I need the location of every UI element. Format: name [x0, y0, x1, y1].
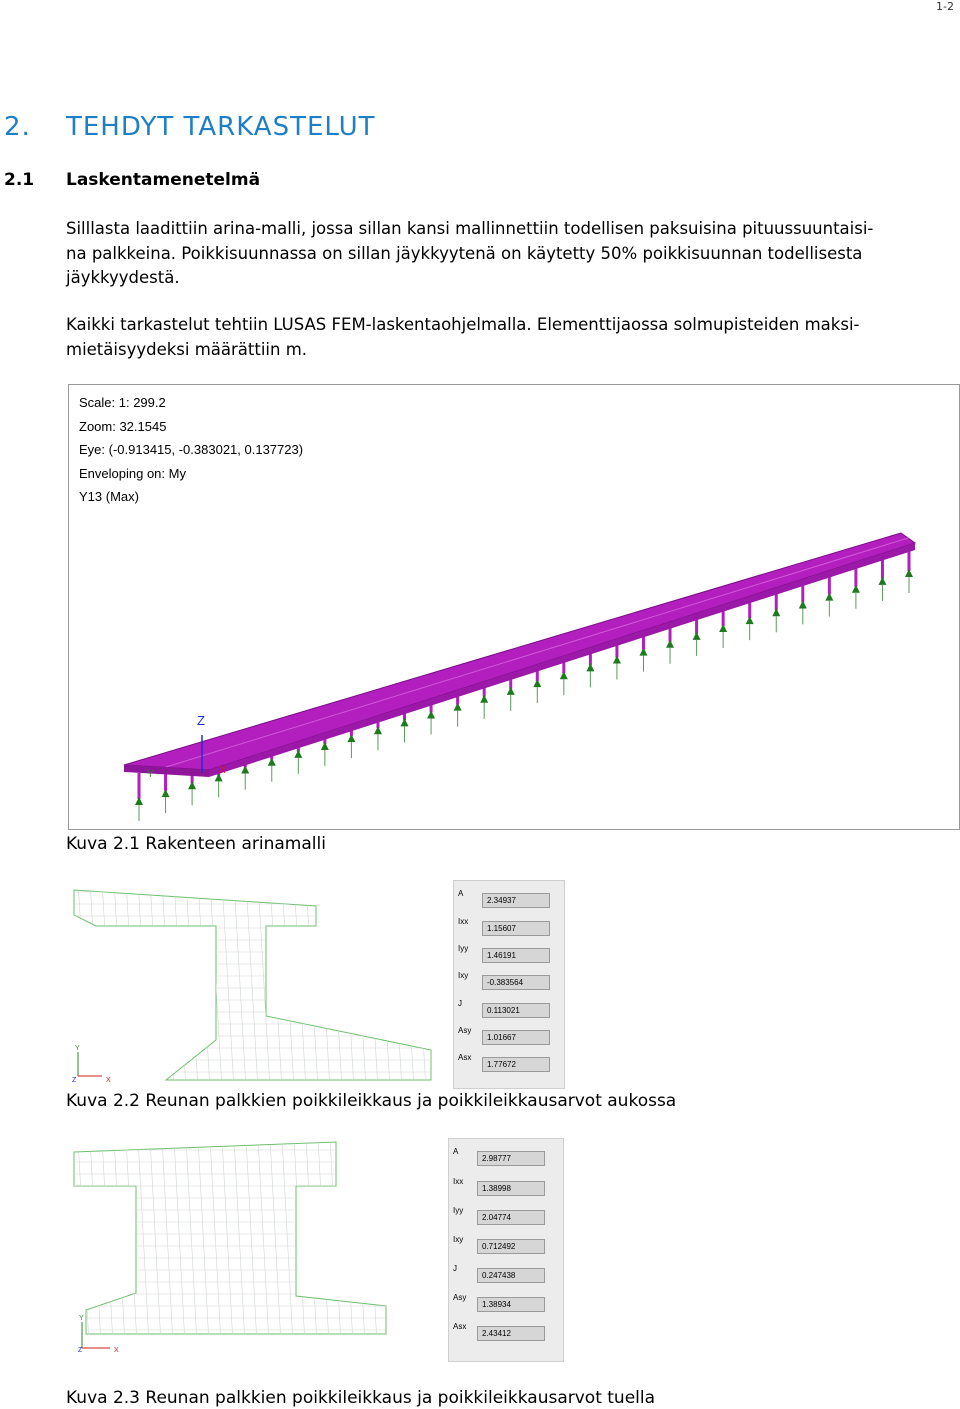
support-marker: [693, 632, 701, 640]
paragraph-line: Kaikki tarkastelut tehtiin LUSAS FEM-laskentaohjelmalla. Elementtijaossa solmupisteiden maksi-: [66, 315, 860, 334]
x-axis-label: X: [219, 765, 226, 776]
property-label: Asy: [458, 1026, 472, 1035]
bridge-deck-edge: [209, 543, 915, 777]
property-value-field[interactable]: 1.77672: [482, 1057, 550, 1072]
support-marker: [719, 624, 727, 632]
figure1-caption: Kuva 2.1 Rakenteen arinamalli: [66, 834, 326, 854]
support-marker: [480, 695, 488, 703]
bridge-model-svg: [69, 385, 959, 829]
paragraph-line: jäykkyydestä.: [66, 268, 180, 287]
support-marker: [533, 679, 541, 687]
support-marker: [746, 616, 754, 624]
mesh-line: [426, 1138, 438, 1363]
z-axis-label: Z: [78, 1347, 83, 1354]
property-label: J: [453, 1264, 457, 1273]
paragraph-line: Silllasta laadittiin arina-malli, jossa sillan kansi mallinnettiin todellisen paksuisina pituussuuntaisi-: [66, 219, 874, 238]
property-value-field[interactable]: 0.712492: [477, 1239, 545, 1254]
x-axis-label: X: [114, 1347, 119, 1354]
property-label: A: [453, 1147, 459, 1156]
page-number: 1-2: [936, 0, 954, 13]
property-value-field[interactable]: 0.247438: [477, 1268, 545, 1283]
support-marker: [772, 608, 780, 616]
section-number: 2.1: [4, 170, 35, 190]
property-value-field[interactable]: 1.38998: [477, 1181, 545, 1196]
property-label: J: [458, 999, 462, 1008]
property-label: Asx: [458, 1053, 472, 1062]
support-marker: [294, 750, 302, 758]
property-value-field[interactable]: 0.113021: [482, 1003, 550, 1018]
chapter-title: TEHDYT TARKASTELUT: [66, 112, 376, 142]
support-marker: [507, 687, 515, 695]
section-properties-panel: [448, 1138, 564, 1362]
support-marker: [852, 585, 860, 593]
cross-section-outline: [74, 890, 431, 1080]
support-marker: [639, 648, 647, 656]
paragraph-method: [66, 217, 958, 291]
property-label: Ixy: [458, 971, 469, 980]
view-info-enveloping: Enveloping on: My: [79, 465, 186, 481]
paragraph-line: mietäisyydeksi määrättiin m.: [66, 339, 308, 359]
support-marker: [162, 789, 170, 797]
property-value-field[interactable]: 1.01667: [482, 1030, 550, 1045]
cross-section-support-svg: [66, 1138, 446, 1363]
grillage-model-figure: [68, 384, 960, 830]
property-value-field[interactable]: -0.383564: [482, 975, 550, 990]
support-marker: [666, 640, 674, 648]
view-info-scale: Scale: 1: 299.2: [79, 395, 166, 410]
property-label: Asx: [453, 1322, 467, 1331]
property-value-field[interactable]: 1.38934: [477, 1297, 545, 1312]
chapter-number: 2.: [4, 112, 31, 142]
x-axis-label: X: [106, 1077, 111, 1084]
z-axis-label: Z: [72, 1077, 77, 1084]
paragraph-line: na palkkeina. Poikkisuunnassa on sillan jäykkyytenä on käytetty 50% poikkisuunnan todellisesta: [66, 243, 863, 263]
support-marker: [401, 718, 409, 726]
bridge-deck: [124, 533, 915, 770]
support-marker: [268, 758, 276, 766]
support-marker: [825, 593, 833, 601]
support-marker: [374, 726, 382, 734]
view-info-zoom: Zoom: 32.1545: [79, 418, 167, 434]
figure3-caption: Kuva 2.3 Reunan palkkien poikkileikkaus ja poikkileikkausarvot tuella: [66, 1388, 656, 1408]
section-properties-panel: [453, 880, 565, 1089]
support-marker: [135, 797, 143, 805]
z-axis-label: Z: [197, 713, 205, 728]
mesh-line: [414, 1138, 426, 1363]
mesh-line: [390, 1138, 402, 1363]
property-value-field[interactable]: 1.46191: [482, 948, 550, 963]
support-marker: [905, 569, 913, 577]
property-label: Iyy: [458, 944, 469, 953]
view-info-eye: Eye: (-0.913415, -0.383021, 0.137723): [79, 442, 304, 457]
support-marker: [241, 766, 249, 774]
y-axis-label: Y: [79, 1315, 84, 1322]
property-value-field[interactable]: 2.34937: [482, 893, 550, 908]
cross-section-span-svg: [66, 880, 446, 1090]
property-value-field[interactable]: 2.43412: [477, 1326, 545, 1341]
mesh-line: [438, 1138, 446, 1363]
property-value-field[interactable]: 2.98777: [477, 1151, 545, 1166]
figure2-caption: Kuva 2.2 Reunan palkkien poikkileikkaus ja poikkileikkausarvot aukossa: [66, 1091, 677, 1111]
section-title: Laskentamenetelmä: [66, 170, 261, 190]
cross-section-support-figure: [66, 1138, 566, 1363]
y-axis-label: Y: [147, 769, 154, 780]
property-value-field[interactable]: 2.04774: [477, 1210, 545, 1225]
section-heading: [4, 170, 260, 190]
y-axis-label: Y: [75, 1045, 80, 1052]
cross-section-span-figure: [66, 880, 566, 1090]
support-marker: [347, 734, 355, 742]
support-marker: [799, 600, 807, 608]
support-marker: [427, 711, 435, 719]
support-marker: [321, 742, 329, 750]
paragraph-software: [66, 313, 958, 362]
property-value-field[interactable]: 1.15607: [482, 921, 550, 936]
property-label: Ixx: [458, 917, 469, 926]
property-label: Iyy: [453, 1206, 464, 1215]
deck-centerline: [166, 538, 908, 767]
view-info-load: Y13 (Max): [79, 489, 139, 504]
chapter-heading: [4, 112, 376, 142]
support-marker: [878, 577, 886, 585]
support-marker: [560, 671, 568, 679]
support-marker: [454, 703, 462, 711]
support-marker: [586, 663, 594, 671]
property-label: Ixy: [453, 1235, 464, 1244]
mesh-line: [402, 1138, 414, 1363]
mesh-line: [438, 880, 446, 1090]
support-marker: [188, 781, 196, 789]
property-label: Ixx: [453, 1177, 464, 1186]
property-label: A: [458, 889, 464, 898]
property-label: Asy: [453, 1293, 467, 1302]
support-marker: [613, 655, 621, 663]
